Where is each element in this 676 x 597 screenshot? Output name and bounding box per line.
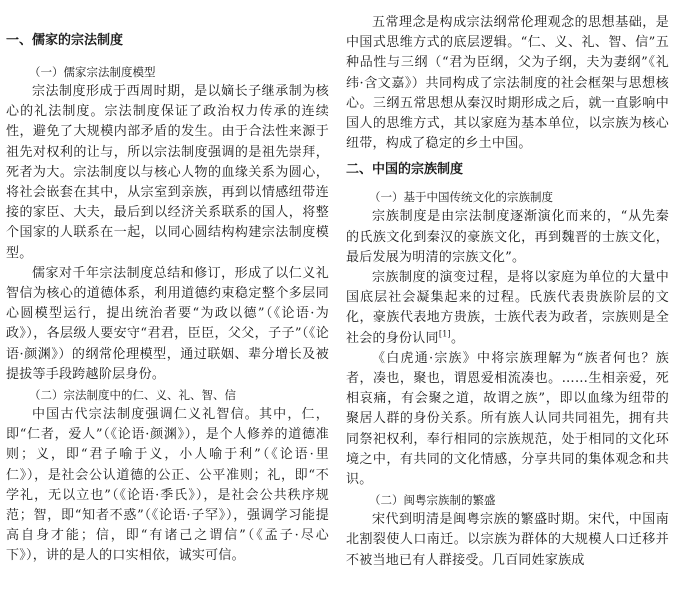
section-heading-chinese-lineage: 二、中国的宗族制度 [346, 162, 464, 178]
citation-ref: [1] [438, 329, 451, 339]
paragraph-minyue-prosperity: 宋代到明清是闽粤宗族的繁盛时期。宋代，中国南北割裂使人口南迁。以宗族为群体的大规模人口迁移并不被当地已有人群接受。几百同姓家族成 [346, 512, 669, 568]
paragraph-lineage-evolution: 宗族制度是由宗法制度逐渐演化而来的，“从先秦的氏族文化到秦汉的豪族文化，再到魏晋的士族文化，最后发展为明清的宗族文化”。 [346, 209, 669, 265]
paragraph-confucian-revision: 儒家对千年宗法制度总结和修订，形成了以仁义礼智信为核心的道德体系，利用道德约束稳定整个多层同心圆模型运行，提出统治者要“为政以德”（《论语·为政》），各层级人要安守“君君，臣臣，父父，子子”（《论语·颜渊》）的纲常伦理模型，通过联姻、辈分增长及被提拔等手段跨越阶层身份。 [6, 265, 329, 382]
paragraph-baihutong: 《白虎通·宗族》中将宗族理解为“族者何也？族者，凑也，聚也，谓恩爱相流凑也。……生相亲爱，死相哀痛，有会聚之道，故谓之族”，即以血缘为纽带的聚居人群的身份关系。所有族人认同共同祖先，拥有共同祭祀权利，奉行相同的宗族规范，处于相同的文化环境之中，有共同的文化情感，分享共同的集体观念和共识。 [346, 350, 669, 488]
subheading-traditional-lineage: （一）基于中国传统文化的宗族制度 [369, 190, 553, 205]
paragraph-lineage-process-end: 。 [450, 330, 465, 346]
paragraph-lineage-process [346, 268, 669, 349]
subheading-five-virtues: （二）宗法制度中的仁、义、礼、智、信 [29, 388, 236, 403]
left-column [6, 0, 329, 567]
subheading-minyue-lineage: （二）闽粤宗族制的繁盛 [369, 493, 496, 508]
section-heading-confucian-clan: 一、儒家的宗法制度 [6, 33, 124, 48]
paragraph-lineage-process-text: 宗族制度的演变过程，是将以家庭为单位的大量中国底层社会凝集起来的过程。氏族代表贵族阶层的文化，豪族代表地方贵族，士族代表为政者，宗族则是全社会的身份认同 [346, 270, 669, 346]
subheading-clan-model: （一）儒家宗法制度模型 [29, 65, 156, 79]
paragraph-five-constants: 五常理念是构成宗法纲常伦理观念的思想基础，是中国式思维方式的底层逻辑。“仁、义、礼、智、信”五种品性与三纲（“君为臣纲，父为子纲，夫为妻纲”《礼纬·含文嘉》）共同构成了宗法制度的社会框架与思想核心。三纲五常思想从秦汉时期形成之后，就一直影响中国人的思维方式，其以家庭为基本单位，以宗族为核心纽带，构成了稳定的乡土中国。 [346, 15, 669, 152]
right-column [346, 0, 669, 571]
paragraph-clan-origin: 宗法制度形成于西周时期，是以嫡长子继承制为核心的礼法制度。宗法制度保证了政治权力传承的连续性，避免了大规模内部矛盾的发生。由于合法性来源于祖先对权利的让与，所以宗法制度强调的是祖先崇拜，死者为大。宗法制度以与核心人物的血缘关系为圆心，将社会嵌套在其中，从宗室到亲族，再到以情感纽带连接的家臣、大夫，最后到以经济关系联系的国人，将整个国家的人联系在一起，以同心圆结构构建宗法制度模型。 [6, 84, 329, 261]
paragraph-five-virtues: 中国古代宗法制度强调仁义礼智信。其中，仁，即“仁者，爱人”（《论语·颜渊》），是个人修养的道德准则；义，即“君子喻于义，小人喻于利”（《论语·里仁》），是社会公认道德的公正、公平准则；礼，即“不学礼，无以立也”（《论语·季氏》），是社会公共秩序规范；智，即“知者不惑”（《论语·子罕》），强调学习能提高自身才能；信，即“有诸己之谓信”（《孟子·尽心下》），讲的是人的口实相依，诚实可信。 [6, 407, 329, 564]
